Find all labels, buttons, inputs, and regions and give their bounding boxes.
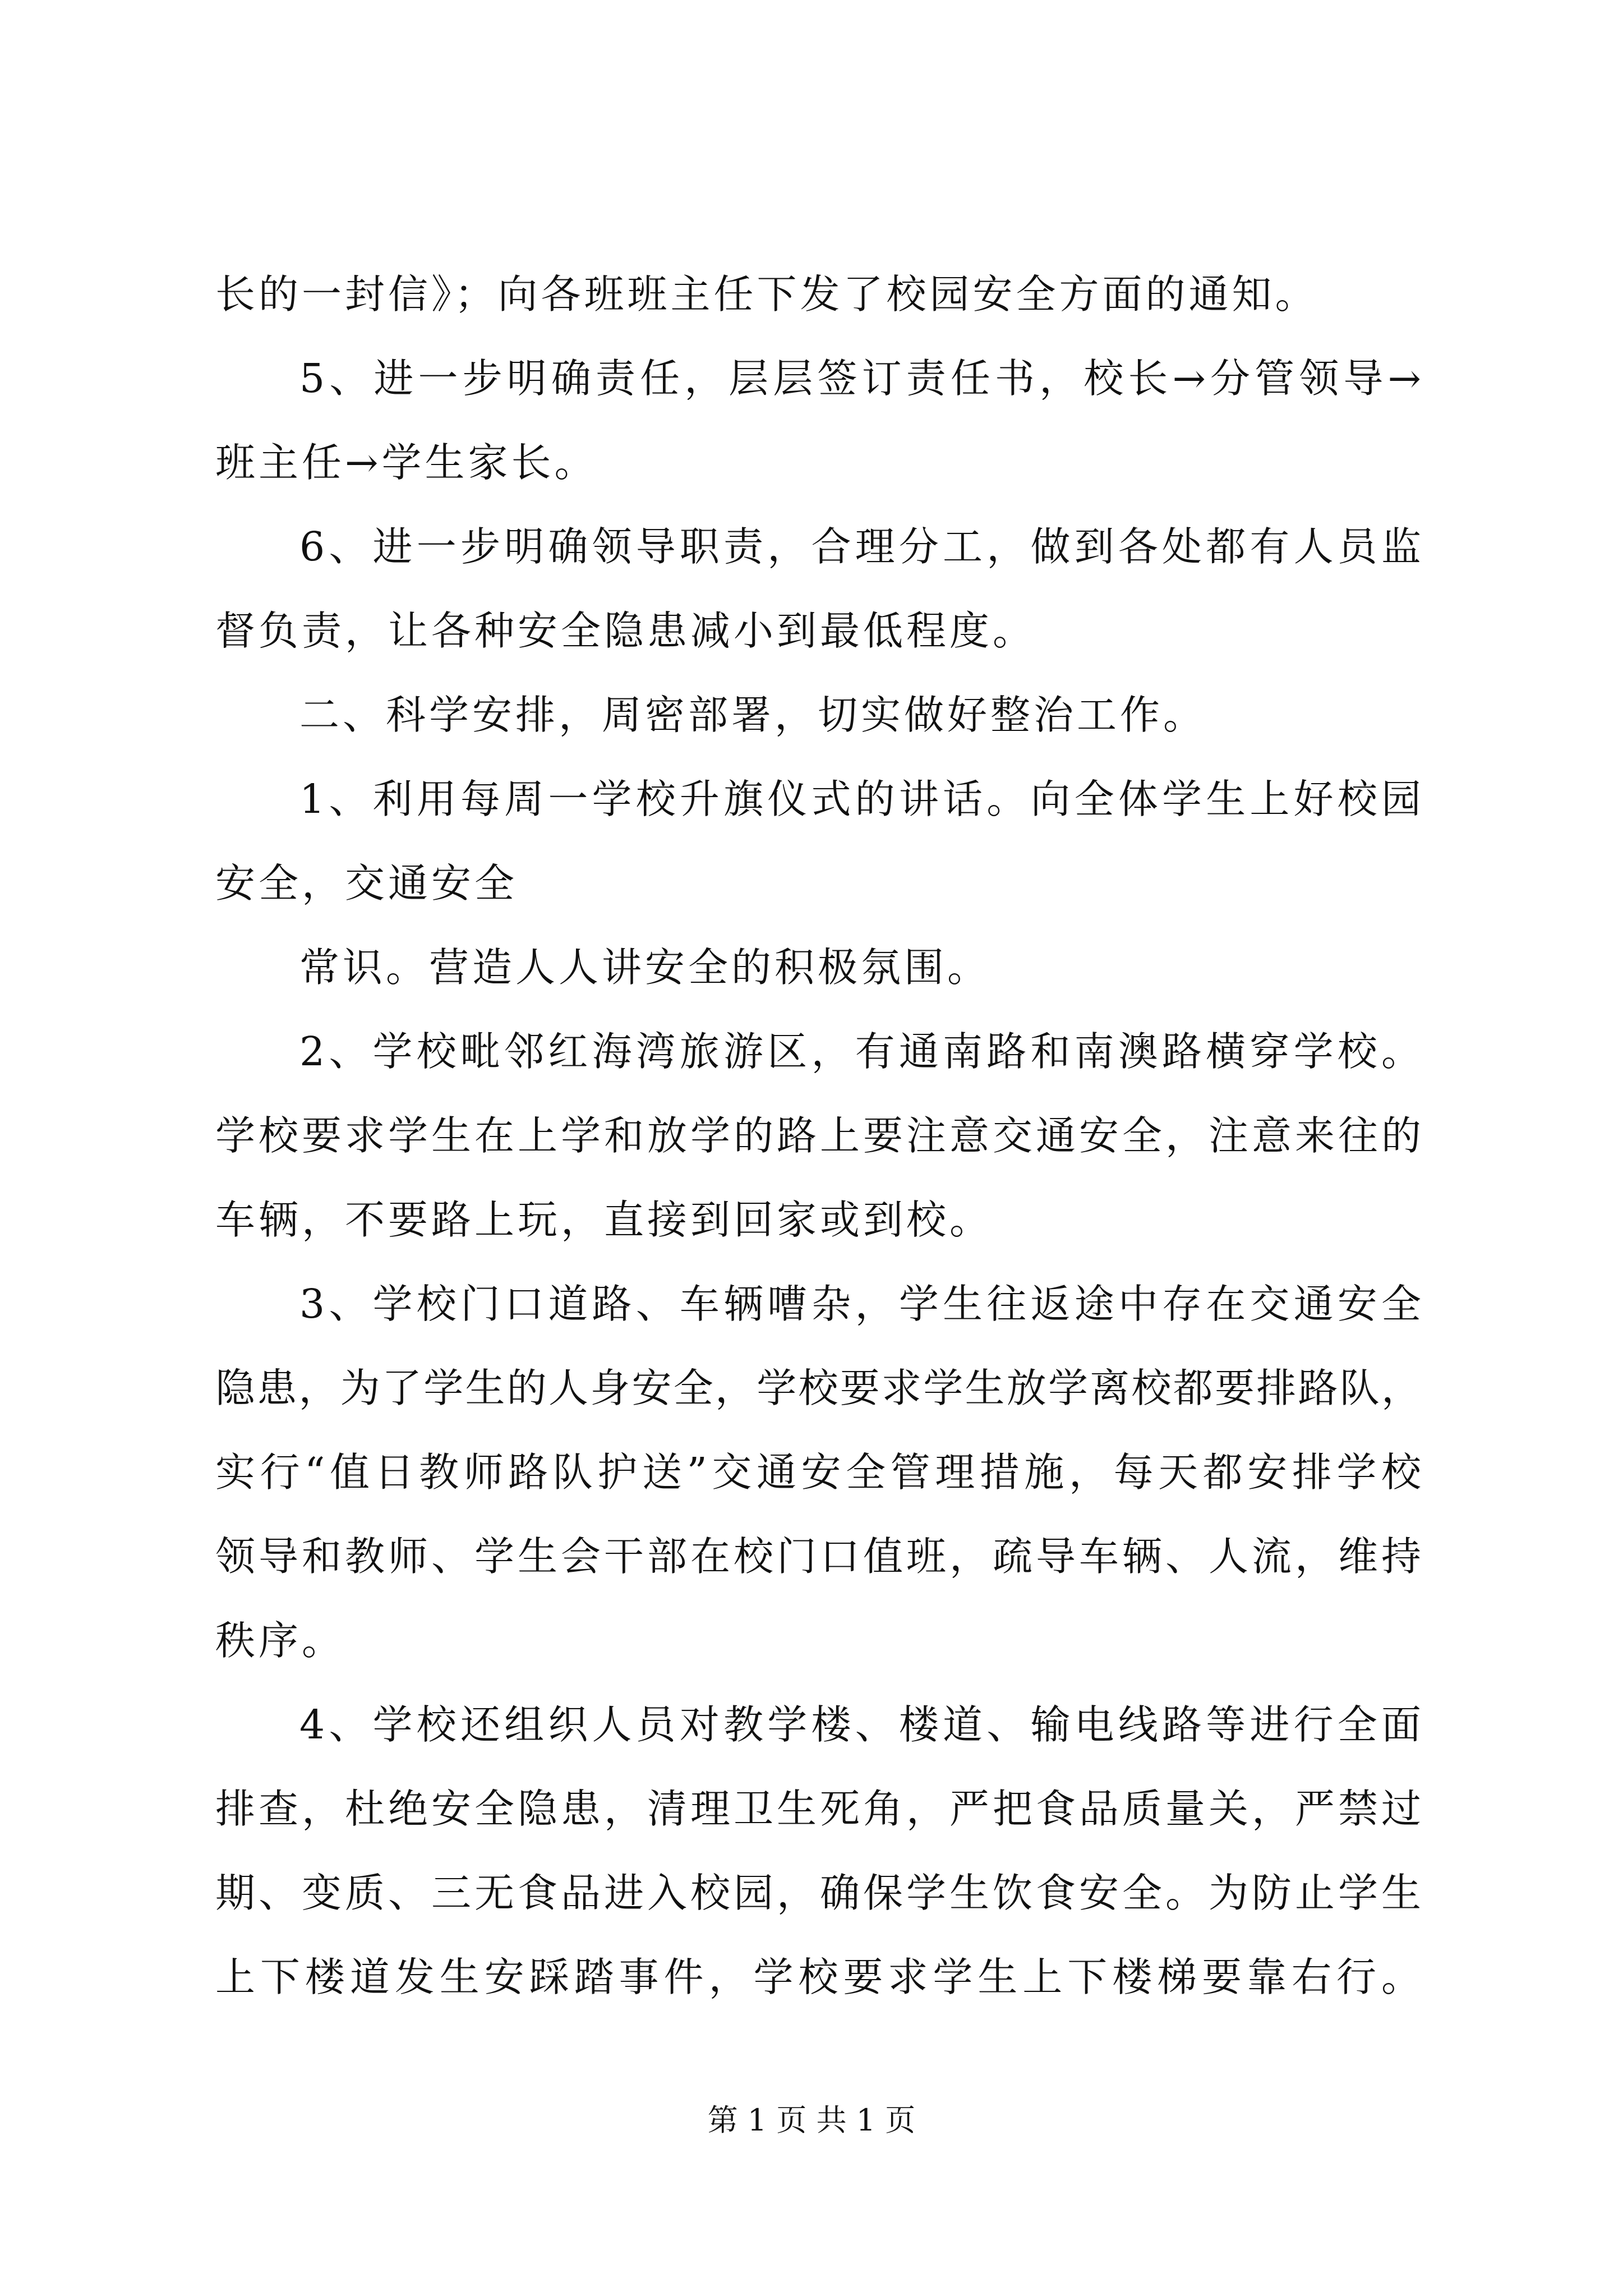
body-line-10: 2、学校毗邻红海湾旅游区，有通南路和南澳路横穿学校。	[299, 1028, 1421, 1075]
body-line-2: 5、进一步明确责任，层层签订责任书，校长→分管领导→	[299, 355, 1421, 402]
body-line-12: 车辆，不要路上玩，直接到回家或到校。	[215, 1197, 993, 1243]
body-line-14: 隐患，为了学生的人身安全，学校要求学生放学离校都要排路队，	[215, 1365, 1421, 1411]
body-line-16: 领导和教师、学生会干部在校门口值班，疏导车辆、人流，维持	[215, 1533, 1421, 1580]
page-footer: 第 1 页 共 1 页	[707, 2102, 916, 2138]
body-line-8: 安全，交通安全	[215, 860, 518, 907]
body-line-20: 期、变质、三无食品进入校园，确保学生饮食安全。为防止学生	[215, 1870, 1421, 1916]
body-line-9: 常识。营造人人讲安全的积极氛围。	[299, 944, 991, 991]
body-line-11: 学校要求学生在上学和放学的路上要注意交通安全，注意来往的	[215, 1112, 1421, 1159]
section-heading: 二、科学安排，周密部署，切实做好整治工作。	[299, 692, 1207, 738]
body-line-21: 上下楼道发生安踩踏事件，学校要求学生上下楼梯要靠右行。	[215, 1954, 1421, 2000]
body-line-7: 1、利用每周一学校升旗仪式的讲话。向全体学生上好校园	[299, 776, 1421, 822]
body-line-15: 实行“值日教师路队护送”交通安全管理措施，每天都安排学校	[215, 1449, 1421, 1496]
body-line-13: 3、学校门口道路、车辆嘈杂，学生往返途中存在交通安全	[299, 1281, 1421, 1327]
body-line-1: 长的一封信》；向各班班主任下发了校园安全方面的通知。	[215, 271, 1318, 318]
body-line-4: 6、进一步明确领导职责，合理分工，做到各处都有人员监	[299, 523, 1421, 570]
body-line-3: 班主任→学生家长。	[215, 439, 598, 486]
body-line-18: 4、学校还组织人员对教学楼、楼道、输电线路等进行全面	[299, 1701, 1421, 1748]
body-line-19: 排查，杜绝安全隐患，清理卫生死角，严把食品质量关，严禁过	[215, 1786, 1421, 1832]
body-line-17: 秩序。	[215, 1617, 345, 1664]
body-line-5: 督负责，让各种安全隐患减小到最低程度。	[215, 608, 1036, 654]
